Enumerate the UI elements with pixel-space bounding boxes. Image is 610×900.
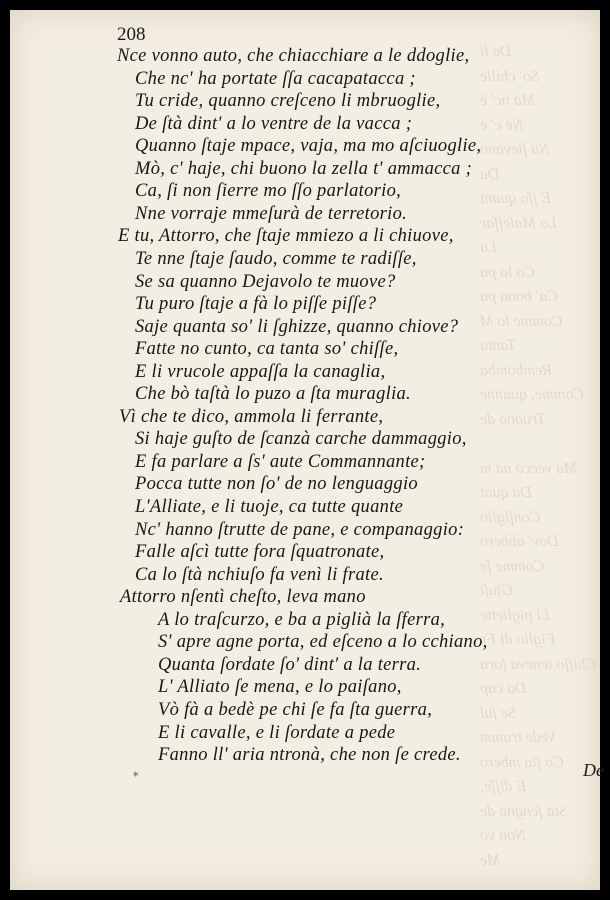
verse-line: Fatte no cunto, ca tanta so' chiſſe, <box>135 339 399 360</box>
verse-line: Nce vonno auto, che chiacchiare a le ddoglie, <box>117 46 470 66</box>
verse-line: Fanno ll' aria ntronà, che non ſe crede. <box>158 745 461 766</box>
bleed-through-line: Li pigliette <box>480 606 550 624</box>
verse-line: E tu, Attorro, che ſtaje mmiezo a li chiuove, <box>118 226 454 247</box>
footer-mark: * <box>133 770 139 783</box>
bleed-through-line: Figlio di Fr <box>480 631 556 648</box>
bleed-through-line: Vede tramm <box>480 729 556 746</box>
bleed-through-line: E ſſo quant <box>480 190 552 207</box>
verse-line: Quanno ſtaje mpace, vaja, ma mo aſciuoglie, <box>135 136 482 157</box>
bleed-through-line: So' chille <box>480 67 539 85</box>
verse-line: Che bò taſtà lo puzo a ſta muraglia. <box>135 384 411 405</box>
verse-line: A lo traſcurzo, e ba a piglià la ſferra, <box>158 609 446 630</box>
bleed-through-line: Truono de <box>480 410 546 428</box>
verse-line: Nne vorraje mmeſurà de terretorio. <box>135 203 408 224</box>
verse-line: Mò, c' haje, chi buono la zella t' ammacca ; <box>135 158 473 179</box>
bleed-through-line: Da quat <box>480 484 532 501</box>
verse-line: Vò fà a bedè pe chi ſe fa ſta guerra, <box>158 699 433 720</box>
bleed-through-line: Dov' abbero <box>480 533 559 550</box>
bleed-through-line: Co lo pa <box>480 263 536 281</box>
verse-line: Che nc' ha portate ſſa cacapatacca ; <box>135 68 416 89</box>
bleed-through-line: Da <box>480 165 500 183</box>
catchword: De <box>583 760 604 780</box>
bleed-through-line: Sta ſengna de <box>480 802 568 820</box>
verse-line: L' Alliato ſe mena, e lo paiſano, <box>158 677 402 698</box>
verse-line: L'Alliate, e li tuoje, ca tutte quante <box>135 497 404 517</box>
bleed-through-line: De li <box>480 43 512 60</box>
bleed-through-line: Ma nc' è <box>480 92 535 109</box>
verse-line: Te nne ſtaje ſaudo, comme te radiſſe, <box>135 248 417 269</box>
verse-line: Se sa quanno Dejavolo te muove? <box>135 271 396 292</box>
verse-line: Vì che te dico, ammola li ferrante, <box>119 406 384 427</box>
bleed-through-line: Nè c' è <box>480 116 524 134</box>
verse-line: Saje quanta so' li ſghizze, quanno chiove? <box>135 316 459 337</box>
bleed-through-line: Lo Maleſſar <box>480 214 557 232</box>
verse-line: E fa parlare a ſs' aute Commannante; <box>135 451 426 472</box>
bleed-through-line: Tanta <box>480 337 516 354</box>
bleed-through-line: Ca' bona pa <box>480 288 559 305</box>
bleed-through-line: Comme ſe <box>480 557 545 575</box>
bleed-through-line: Ma vecco na m <box>480 459 578 477</box>
bleed-through-line: Comme lo M <box>480 312 563 330</box>
book-page <box>10 10 604 890</box>
bleed-through-line: Giuſt <box>480 582 513 599</box>
bleed-through-line: Se ſul <box>480 704 516 722</box>
verse-line: S' apre agne porta, ed eſceno a lo cchiano, <box>158 632 488 653</box>
bleed-through-line: Nu ſtevano <box>480 141 550 158</box>
verse-line: Ca lo ſtà nchiuſo fa venì li frate. <box>135 564 384 585</box>
verse-line: Si haje guſto de ſcanzà carche dammaggio, <box>135 429 467 450</box>
bleed-through-line: Da cap <box>480 680 527 697</box>
bleed-through-line: Chiſſo teneva fora <box>480 655 597 673</box>
bleed-through-text <box>480 40 600 869</box>
verse-line: Tu cride, quanno creſceno li mbruoglie, <box>135 91 441 112</box>
verse-line: Attorro nſentì cheſto, leva mano <box>120 587 366 608</box>
bleed-through-line <box>480 432 600 457</box>
verse-line: Nc' hanno ſtrutte de pane, e companaggio: <box>135 519 465 540</box>
verse-line: De ſtà dint' a lo ventre de la vacca ; <box>135 113 413 134</box>
verse-line: Pocca tutte non ſo' de no lenguaggio <box>135 474 418 495</box>
bleed-through-line: La <box>480 239 497 256</box>
verse-line: Ca, ſi non ſierre mo ſſo parlatorio, <box>135 181 402 202</box>
page-number: 208 <box>117 24 146 45</box>
verse-line: Falle aſcì tutte fora ſquatronate, <box>135 542 385 563</box>
bleed-through-line: Non vo <box>480 827 526 844</box>
bleed-through-line: Comme, quanne <box>480 386 584 403</box>
verse-line: Quanta ſordate ſo' dint' a la terra. <box>158 654 422 675</box>
bleed-through-line: E diſſe, <box>480 778 527 795</box>
verse-line: Tu puro ſtaje a fà lo piſſe piſſe? <box>135 294 377 315</box>
bleed-through-line: Conſiglio <box>480 508 541 526</box>
bleed-through-line: Rembomba <box>480 361 552 379</box>
verse-line: E li cavalle, e li ſordate a pede <box>158 722 396 743</box>
bleed-through-line: Co ſia mbero <box>480 753 564 771</box>
bleed-through-line: Me <box>480 851 501 869</box>
verse-line: E li vrucole appaſſa la canaglia, <box>135 361 386 382</box>
